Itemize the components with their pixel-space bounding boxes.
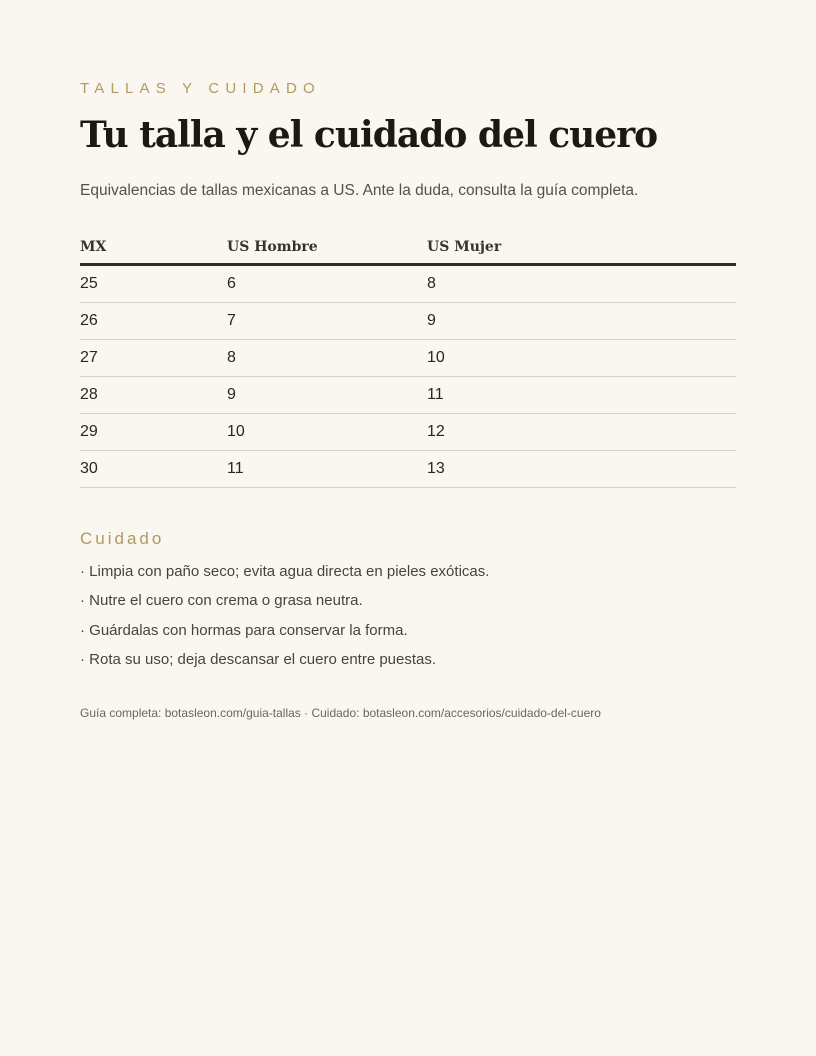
header-us-women: US Mujer <box>427 230 736 265</box>
cell-us-men: 10 <box>227 414 427 451</box>
cell-us-women: 13 <box>427 451 736 488</box>
footer-links-text: Guía completa: botasleon.com/guia-tallas · Cuidado: botasleon.com/accesorios/cuidado-del-cuero <box>80 706 601 720</box>
cell-mx: 27 <box>80 340 227 377</box>
cell-us-women: 8 <box>427 265 736 303</box>
cell-mx: 26 <box>80 303 227 340</box>
table-row <box>80 377 736 414</box>
cell-us-men: 11 <box>227 451 427 488</box>
section-eyebrow: TALLAS Y CUIDADO <box>80 80 321 97</box>
cell-us-men: 6 <box>227 265 427 303</box>
care-list <box>80 562 489 679</box>
cell-us-women: 12 <box>427 414 736 451</box>
cell-us-women: 11 <box>427 377 736 414</box>
cell-mx: 29 <box>80 414 227 451</box>
cell-mx: 25 <box>80 265 227 303</box>
header-us-men: US Hombre <box>227 230 427 265</box>
page-subtitle: Equivalencias de tallas mexicanas a US. Ante la duda, consulta la guía completa. <box>80 182 639 199</box>
size-table <box>80 230 736 488</box>
cell-us-men: 7 <box>227 303 427 340</box>
table-row <box>80 265 736 303</box>
list-item: · Limpia con paño seco; evita agua directa en pieles exóticas. <box>80 563 490 580</box>
table-row <box>80 340 736 377</box>
care-section-title: Cuidado <box>80 529 165 548</box>
cell-mx: 30 <box>80 451 227 488</box>
table-row <box>80 451 736 488</box>
list-item: · Guárdalas con hormas para conservar la forma. <box>80 621 408 639</box>
table-header-row <box>80 230 736 265</box>
cell-us-men: 9 <box>227 377 427 414</box>
table-row <box>80 414 736 451</box>
header-mx: MX <box>80 230 227 265</box>
page-title: Tu talla y el cuidado del cuero <box>80 114 658 156</box>
cell-us-women: 9 <box>427 303 736 340</box>
cell-us-men: 8 <box>227 340 427 377</box>
list-item: · Rota su uso; deja descansar el cuero entre puestas. <box>80 650 437 668</box>
cell-mx: 28 <box>80 377 227 414</box>
table-row <box>80 303 736 340</box>
cell-us-women: 10 <box>427 340 736 377</box>
list-item: · Nutre el cuero con crema o grasa neutra. <box>80 592 363 610</box>
